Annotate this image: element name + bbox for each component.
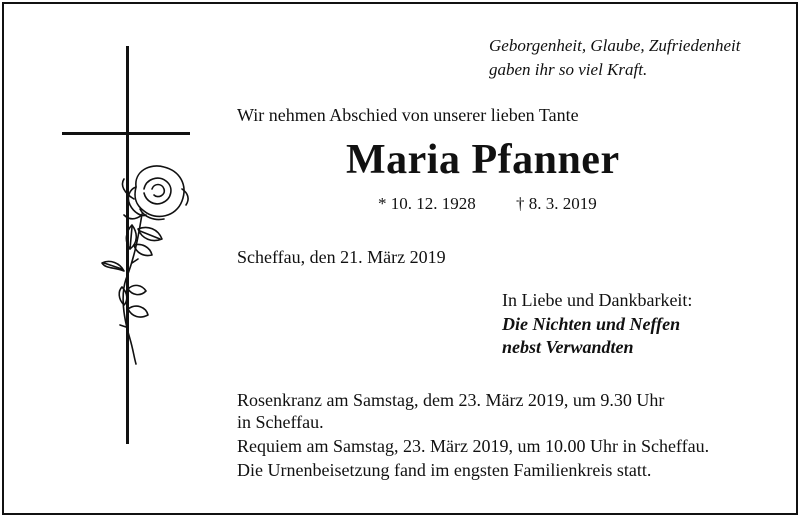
rosary-info: Rosenkranz am Samstag, dem 23. März 2019, um 9.30 Uhr <box>237 390 665 410</box>
urn-burial-info: Die Urnenbeisetzung fand im engsten Familienkreis statt. <box>237 460 652 480</box>
rose-icon <box>94 159 194 369</box>
deceased-name: Maria Pfanner <box>346 137 620 183</box>
obituary-card <box>2 2 798 515</box>
motto-line-2: gaben ihr so viel Kraft. <box>489 60 648 79</box>
cross-horizontal-bar <box>62 132 190 135</box>
intro-text: Wir nehmen Abschied von unserer lieben Tante <box>237 105 579 125</box>
death-date: † 8. 3. 2019 <box>516 194 597 213</box>
thanks-line-3: nebst Verwandten <box>502 337 634 357</box>
requiem-info: Requiem am Samstag, 23. März 2019, um 10.00 Uhr in Scheffau. <box>237 436 710 456</box>
thanks-line-1: In Liebe und Dankbarkeit: <box>502 290 693 310</box>
thanks-line-2: Die Nichten und Neffen <box>502 314 681 334</box>
rosary-location: in Scheffau. <box>237 412 324 432</box>
place-date: Scheffau, den 21. März 2019 <box>237 247 446 267</box>
birth-date: * 10. 12. 1928 <box>378 194 476 213</box>
motto-line-1: Geborgenheit, Glaube, Zufriedenheit <box>489 36 741 55</box>
